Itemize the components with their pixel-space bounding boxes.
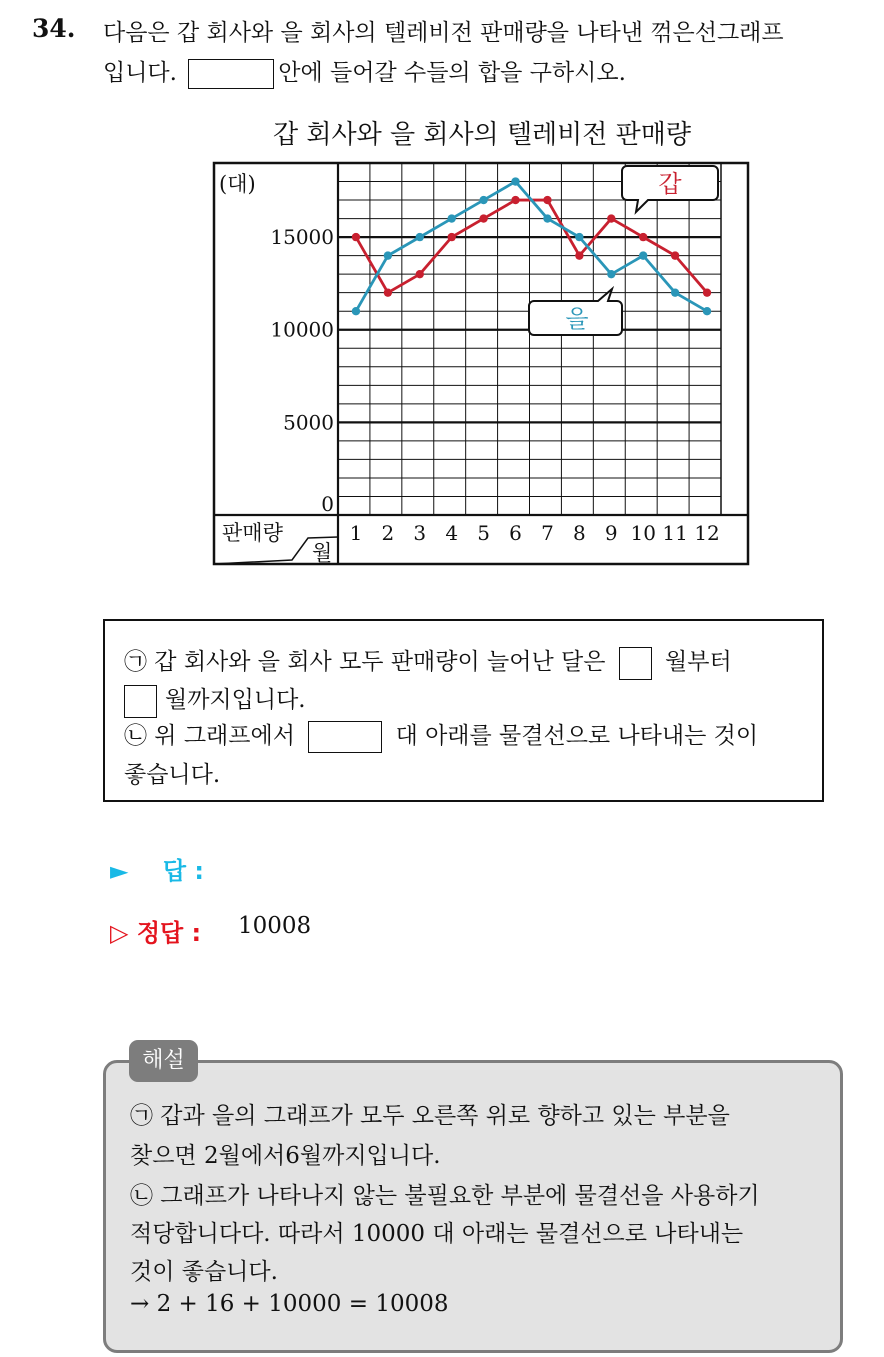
- series-eul-point: [352, 307, 360, 315]
- series-gap-point: [671, 251, 679, 259]
- series-eul-point: [384, 251, 392, 259]
- explanation-line-1: ㉠ 갑과 을의 그래프가 모두 오른쪽 위로 향하고 있는 부분을: [130, 1103, 730, 1129]
- x-tick-label: 10: [630, 521, 656, 545]
- explanation-box: [103, 1060, 843, 1353]
- answer-label: 답 :: [162, 857, 204, 885]
- blank-start-month: [619, 647, 652, 680]
- series-eul-point: [416, 233, 424, 241]
- series-gap-point: [607, 214, 615, 222]
- explanation-line-3: ㉡ 그래프가 나타나지 않는 불필요한 부분에 물결선을 사용하기: [130, 1183, 760, 1209]
- series-eul-point: [543, 214, 551, 222]
- series-gap-point: [543, 196, 551, 204]
- corner-label-top: 판매량: [222, 521, 283, 545]
- question-line-1: 다음은 갑 회사와 을 회사의 텔레비전 판매량을 나타낸 꺾은선그래프: [103, 20, 784, 46]
- callout-eul-label: 을: [565, 305, 589, 333]
- box-line-1: [124, 643, 732, 680]
- corner-label-bottom: 월: [312, 541, 333, 565]
- x-tick-label: 2: [381, 521, 395, 545]
- series-eul-point: [511, 177, 519, 185]
- box-line-1-text: ㉠ 갑 회사와 을 회사 모두 판매량이 늘어난 달은: [124, 649, 606, 675]
- box-line-2-text: 월까지입니다.: [165, 687, 306, 713]
- blank-wave-value: [308, 721, 382, 753]
- x-tick-label: 3: [413, 521, 427, 545]
- box-line-3-end: 대 아래를 물결선으로 나타내는 것이: [395, 723, 759, 749]
- x-tick-label: 7: [541, 521, 554, 545]
- answer-arrow-icon: ►: [110, 857, 129, 885]
- box-line-1-end: 월부터: [665, 649, 732, 675]
- series-gap-point: [448, 233, 456, 241]
- correct-arrow-icon: ▷: [110, 919, 129, 947]
- question-number: 34.: [32, 14, 76, 43]
- correct-answer-row: [110, 913, 201, 948]
- y-tick-label: 10000: [270, 317, 334, 342]
- question-box: [103, 619, 824, 802]
- series-gap-point: [384, 288, 392, 296]
- y-axis-label: (대): [219, 172, 256, 196]
- chart-frame: [214, 163, 748, 564]
- series-eul-point: [479, 196, 487, 204]
- box-line-3: [124, 717, 758, 753]
- explanation-line-5: 것이 좋습니다.: [130, 1259, 278, 1285]
- series-gap-point: [575, 251, 583, 259]
- question-line-2-start: 입니다.: [103, 60, 177, 86]
- x-tick-label: 5: [477, 521, 490, 545]
- y-tick-label: 0: [321, 492, 334, 516]
- blank-end-month: [124, 685, 157, 718]
- x-tick-label: 6: [509, 521, 522, 545]
- correct-answer-value: 10008: [238, 913, 312, 939]
- answer-row: [110, 851, 204, 886]
- line-chart: [0, 0, 884, 600]
- x-tick-label: 12: [694, 521, 720, 545]
- series-gap-point: [352, 233, 360, 241]
- question-line-2-end: 안에 들어갈 수들의 합을 구하시오.: [278, 60, 626, 86]
- y-tick-label: 5000: [283, 410, 334, 435]
- series-gap-line: [356, 200, 707, 293]
- correct-answer-label: 정답 :: [136, 919, 202, 947]
- series-gap-point: [479, 214, 487, 222]
- box-line-4: 좋습니다.: [124, 762, 221, 788]
- series-gap-point: [416, 270, 424, 278]
- series-eul-point: [448, 214, 456, 222]
- chart-title: 갑 회사와 을 회사의 텔레비전 판매량: [272, 120, 692, 150]
- series-eul-point: [575, 233, 583, 241]
- x-tick-label: 8: [573, 521, 586, 545]
- explanation-line-4: 적당합니다다. 따라서 10000 대 아래는 물결선으로 나타내는: [130, 1221, 744, 1247]
- x-tick-label: 9: [604, 521, 618, 545]
- series-eul-point: [639, 251, 647, 259]
- series-eul-point: [671, 288, 679, 296]
- callout-gap-label: 갑: [658, 170, 682, 198]
- explanation-line-6: → 2 + 16 + 10000 = 10008: [130, 1291, 449, 1317]
- series-eul-point: [607, 270, 615, 278]
- y-tick-label: 15000: [270, 225, 334, 250]
- explanation-tab: 해설: [129, 1040, 198, 1082]
- series-gap-point: [639, 233, 647, 241]
- series-eul-point: [703, 307, 711, 315]
- series-gap-point: [511, 196, 519, 204]
- x-tick-label: 11: [662, 521, 688, 545]
- box-line-2: [124, 681, 306, 718]
- x-tick-label: 4: [445, 521, 459, 545]
- box-line-3-text: ㉡ 위 그래프에서: [124, 723, 295, 749]
- x-tick-label: 1: [349, 521, 363, 545]
- explanation-line-2: 찾으면 2월에서6월까지입니다.: [130, 1143, 441, 1169]
- series-gap-point: [703, 288, 711, 296]
